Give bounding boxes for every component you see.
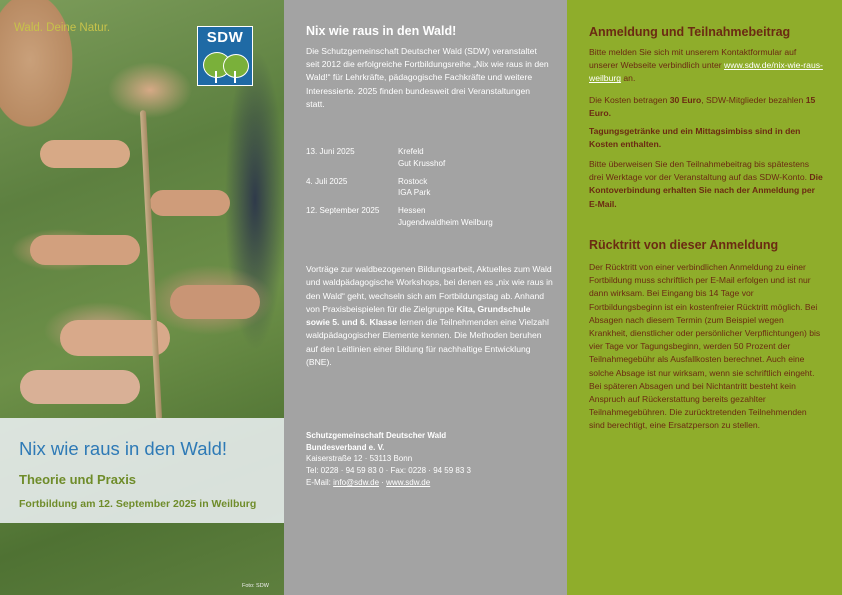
info-title: Nix wie raus in den Wald!	[306, 24, 457, 38]
body-text: Vorträge zur waldbezogenen Bildungsarbeit, Aktuelles zum Wald und waldpädagogische Workshops, bei denen es „nix wie raus in den Wald“ geht, wechseln sich am Fortbildungstag ab. Anhand von Praxisbeispielen für die Zielgruppe	[306, 264, 553, 314]
event-item	[306, 146, 556, 169]
info-panel	[284, 0, 567, 595]
photo-credit: Foto: SDW	[242, 583, 269, 589]
event-city: Krefeld	[398, 147, 424, 156]
logo-text: SDW	[206, 29, 244, 46]
registration-link[interactable]: www.sdw.de/nix-wie-raus-weilburg	[589, 60, 823, 84]
body-target-group: Kita, Grundschule sowie 5. und 6. Klasse	[306, 303, 531, 328]
event-date: 12. September 2025	[306, 206, 380, 216]
event-venue: Gut Krusshof	[398, 158, 446, 168]
trunk-icon	[215, 71, 217, 83]
registration-suffix: an.	[621, 73, 636, 84]
cost-middle: , SDW-Mitglieder bezahlen	[701, 95, 806, 105]
separator: ·	[379, 477, 387, 487]
event-date: 4. Juli 2025	[306, 176, 348, 186]
body-text: lernen die Teilnehmenden eine Vielzahl waldpädagogischer Elemente kennen. Die Methoden beruhen auf den Leitlinien einer Bildung für nachhaltige Entwicklung (BNE).	[306, 317, 549, 368]
contact-phone: Tel: 0228 · 94 59 83 0 · Fax: 0228 · 94 59 83 3	[306, 466, 471, 476]
registration-text	[589, 46, 824, 86]
contact-block	[306, 430, 554, 489]
event-venue: IGA Park	[398, 188, 431, 198]
transfer-text	[589, 158, 824, 211]
event-place	[398, 176, 556, 199]
trunk-icon	[234, 71, 236, 83]
cancellation-text: Der Rücktritt von einer verbindlichen Anmeldung zu einer Fortbildung muss schriftlich per E-Mail erfolgen und ist nur dann wirksam. Bei Eingang bis 14 Tage vor Fortbildungsbeginn ist ein kostenfreier Rücktritt möglich. Bei Absagen nach diesem Termin (zum Beispiel wegen Krankheit, dienstlicher oder persönlicher Verpflichtungen) bis vier Tage vor Tagungsbeginn, werden 50 Prozent der Teilnahmegebühr als Ausfallkosten berechnet. Auch eine solche Absage ist nur wirksam, wenn sie schriftlich eingeht. Bei späteren Absagen und bei Nichtantritt besteht kein Anspruch auf Rückerstattung bereits gezahlter Teilnahmegebühren. Die zurücktretenden Teilnehmenden sind berechtigt, eine Ersatzperson zu stellen.	[589, 262, 821, 431]
transfer-note: Bitte überweisen Sie den Teilnahmebeitrag bis spätestens drei Werktage vor der Veranstaltung auf das SDW-Konto.	[589, 159, 810, 183]
info-body	[306, 263, 554, 369]
event-city: Rostock	[398, 176, 428, 186]
cost-member: 15 Euro.	[589, 95, 816, 119]
hand-shape	[40, 140, 130, 168]
cover-subtitle: Theorie und Praxis	[19, 472, 137, 487]
event-item	[306, 176, 556, 199]
tree-icon	[223, 54, 249, 78]
cover-title-box	[0, 418, 284, 523]
email-prefix: E-Mail:	[306, 477, 334, 487]
cover-panel	[0, 0, 284, 595]
registration-intro: Bitte melden Sie sich mit unserem Kontaktformular auf unserer Webseite verbindlich unter	[589, 47, 797, 71]
cover-date-line: Fortbildung am 12. September 2025 in Weilburg	[19, 498, 257, 510]
cost-text	[589, 94, 824, 120]
transfer-bold: Die Kontoverbindung erhalten Sie nach der Anmeldung per E-Mail.	[589, 172, 823, 209]
event-list	[306, 146, 556, 235]
event-date: 13. Juni 2025	[306, 147, 355, 156]
event-place	[398, 205, 556, 228]
cost-prefix: Die Kosten betragen	[589, 95, 670, 105]
event-item	[306, 205, 556, 228]
catering-note: Tagungsgetränke und ein Mittagsimbiss sind in den Kosten enthalten.	[589, 126, 801, 150]
event-venue: Jugendwaldheim Weilburg	[398, 217, 493, 227]
cover-title: Nix wie raus in den Wald!	[19, 438, 228, 459]
website-link[interactable]: www.sdw.de	[386, 477, 431, 487]
registration-panel	[567, 0, 842, 595]
contact-web-line	[306, 477, 554, 489]
contact-org-line2: Bundesverband e. V.	[306, 442, 385, 452]
info-intro: Die Schutzgemeinschaft Deutscher Wald (SDW) veranstaltet seit 2012 die erfolgreiche Fortbildungsreihe „Nix wie raus in den Wald!“ für Lehrkräfte, pädagogische Fachkräfte und weitere Interessierte. 2025 finden bundesweit drei Veranstaltungen statt.	[306, 46, 549, 109]
hand-shape	[170, 285, 260, 319]
cancellation-heading: Rücktritt von dieser Anmeldung	[589, 238, 779, 252]
hand-shape	[150, 190, 230, 216]
registration-heading: Anmeldung und Teilnahmebeitrag	[589, 25, 791, 39]
hand-shape	[20, 370, 140, 404]
brand-tagline: Wald. Deine Natur.	[14, 22, 111, 34]
contact-address: Kaiserstraße 12 · 53113 Bonn	[306, 454, 413, 464]
wooden-stick	[140, 110, 162, 420]
hand-shape	[30, 235, 140, 265]
sdw-logo	[197, 26, 253, 86]
email-link[interactable]: info@sdw.de	[333, 477, 380, 487]
catering-text	[589, 125, 824, 151]
event-place	[398, 146, 556, 169]
cost-amount: 30 Euro	[669, 95, 702, 105]
contact-org: Schutzgemeinschaft Deutscher Wald	[306, 431, 447, 440]
event-city: Hessen	[398, 206, 426, 216]
